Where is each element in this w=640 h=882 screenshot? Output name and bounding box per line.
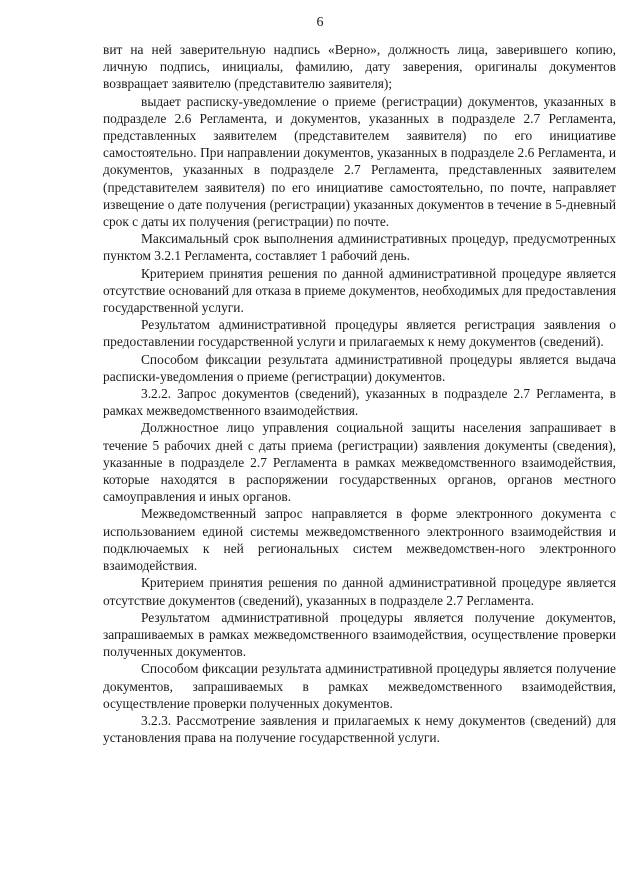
paragraph-receipt-notice: выдает расписку-уведомление о приеме (регистрации) документов, указанных в подразделе 2.6 Регламента, и документов, указанных в подразделе 2.7 Регламента, представленных заявителем (представителем заявителя) по его инициативе самостоятельно. При направлении документов, указанных в подразделе 2.6 Регламента, и документов, указанных в подразделе 2.7 Регламента, представленных заявителем (представителем заявителя) по его инициативе самостоятельно, по почте, направляет извещение о дате получения (регистрации) указанных документов в течение в 5-дневный срок с даты их получения (регистрации) по почте. xyxy=(103,93,616,230)
paragraph-result-fixation-2: Способом фиксации результата административной процедуры является получение документов, запрашиваемых в рамках межведомственного взаимодействия, осуществление проверки полученных документов. xyxy=(103,661,616,711)
paragraph-procedure-result-2: Результатом административной процедуры является получение документов, запрашиваемых в рамках межведомственного взаимодействия, осуществление проверки полученных документов. xyxy=(103,609,616,660)
section-heading-3-2-3: 3.2.3. Рассмотрение заявления и прилагаемых к нему документов (сведений) для установления права на получение государственной услуги. xyxy=(103,712,616,746)
paragraph-decision-criterion-2: Критерием принятия решения по данной административной процедуре является отсутствие документов (сведений), указанных в подразделе 2.7 Регламента. xyxy=(103,575,616,608)
paragraph-result-fixation: Способом фиксации результата административной процедуры является выдача расписки-уведомления о приеме (регистрации) документов. xyxy=(103,351,616,384)
paragraph-max-term: Максимальный срок выполнения административных процедур, предусмотренных пунктом 3.2.1 Регламента, составляет 1 рабочий день. xyxy=(103,231,616,264)
page-number: 6 xyxy=(316,15,324,30)
paragraph-official-request: Должностное лицо управления социальной защиты населения запрашивает в течение 5 рабочих дней с даты приема (регистрации) заявления документы (сведения), указанные в подразделе 2.7 Регламента в рамках межведомственного взаимодействия, которые находятся в распоряжении государственных органов, органов местного самоуправления и иных органов. xyxy=(103,420,616,505)
paragraph-decision-criterion: Критерием принятия решения по данной административной процедуре является отсутствие оснований для отказа в приеме документов, необходимых для предоставления государственной услуги. xyxy=(103,265,617,316)
document-body xyxy=(103,41,616,746)
paragraph-procedure-result: Результатом административной процедуры является регистрация заявления о предоставлении государственной услуги и прилагаемых к нему документов (сведений). xyxy=(103,317,616,350)
section-heading-3-2-2: 3.2.2. Запрос документов (сведений), указанных в подразделе 2.7 Регламента, в рамках межведомственного взаимодействия. xyxy=(103,386,616,419)
paragraph-continuation: вит на ней заверительную надпись «Верно», должность лица, заверившего копию, личную подпись, инициалы, фамилию, дату заверения, оригиналы документов возвращает заявителю (представителю заявителя); xyxy=(103,42,616,92)
paragraph-interagency-request: Межведомственный запрос направляется в форме электронного документа с использованием единой системы межведомственного электронного взаимодействия и подключаемых к ней региональных систем межведомствен-ного электронного взаимодействия. xyxy=(103,506,616,574)
